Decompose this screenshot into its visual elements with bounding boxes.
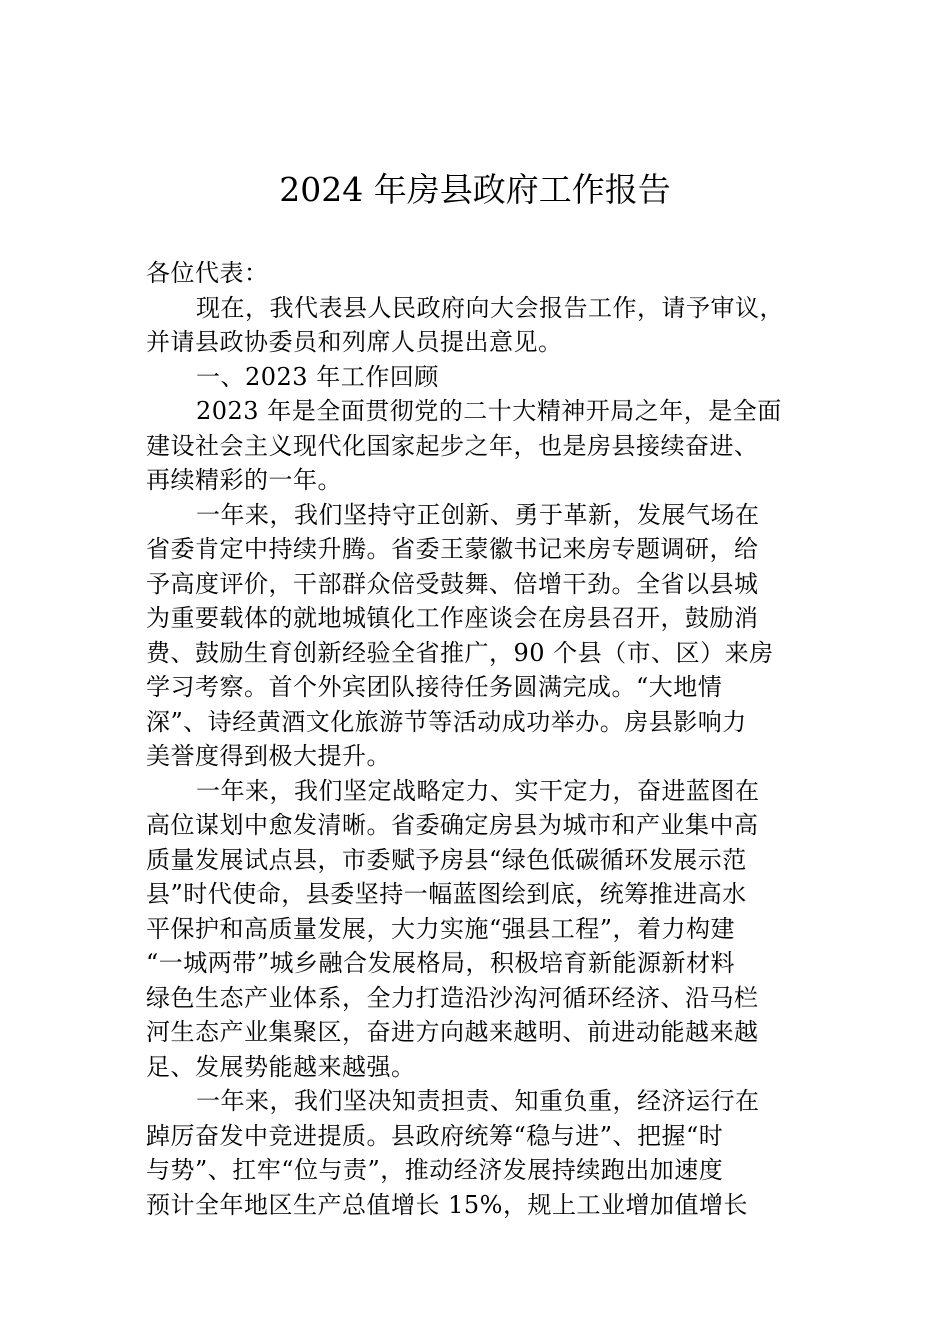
text-line: 予高度评价，干部群众倍受鼓舞、倍增干劲。全省以县城 (146, 569, 759, 598)
text-line: 省委肯定中持续升腾。省委王蒙徽书记来房专题调研，给 (146, 535, 759, 563)
text-line: 美誉度得到极大提升。 (146, 742, 391, 770)
text-line: 与势”、扛牢“位与责”，推动经济发展持续跑出加速度 (146, 1156, 724, 1184)
text-line: “一城两带”城乡融合发展格局，积极培育新能源新材料 (146, 949, 736, 977)
text-line: 预计全年地区生产总值增长 15%，规上工业增加值增长 (146, 1190, 748, 1219)
text-line: 河生态产业集聚区，奋进方向越来越明、前进动能越来越 (146, 1018, 759, 1046)
text-line: 足、发展势能越来越强。 (146, 1052, 416, 1081)
text-line: 深”、诗经黄酒文化旅游节等活动成功举办。房县影响力 (146, 707, 747, 736)
text-line: 建设社会主义现代化国家起步之年，也是房县接续奋进、 (146, 431, 759, 460)
text-line: 质量发展试点县，市委赋予房县“绿色低碳循环发展示范 (146, 845, 747, 874)
text-line: 学习考察。首个外宾团队接待任务圆满完成。“大地情 (146, 673, 723, 701)
text-line: 2023 年是全面贯彻党的二十大精神开局之年，是全面 (196, 397, 782, 425)
text-line: 再续精彩的一年。 (146, 466, 342, 494)
text-line: 费、鼓励生育创新经验全省推广，90 个县（市、区）来房 (146, 638, 774, 667)
text-line: 并请县政协委员和列席人员提出意见。 (146, 328, 563, 356)
text-line: 一年来，我们坚持守正创新、勇于革新，发展气场在 (196, 500, 760, 529)
text-line: 踔厉奋发中竞进提质。县政府统筹“稳与进”、把握“时 (146, 1121, 724, 1150)
text-line: 一年来，我们坚定战略定力、实干定力，奋进蓝图在 (196, 776, 760, 805)
text-line: 绿色生态产业体系，全力打造沿沙沟河循环经济、沿马栏 (146, 983, 759, 1012)
text-line: 为重要载体的就地城镇化工作座谈会在房县召开，鼓励消 (146, 604, 759, 632)
text-line: 一、2023 年工作回顾 (196, 362, 439, 391)
text-line: 一年来，我们坚决知责担责、知重负重，经济运行在 (196, 1087, 760, 1115)
document-body (146, 256, 810, 1222)
text-line: 高位谋划中愈发清晰。省委确定房县为城市和产业集中高 (146, 811, 759, 839)
document-title: 2024 年房县政府工作报告 (279, 170, 671, 209)
text-line: 平保护和高质量发展，大力实施“强县工程”，着力构建 (146, 914, 736, 943)
text-line: 现在，我代表县人民政府向大会报告工作，请予审议， (196, 293, 784, 322)
text-line: 各位代表： (146, 259, 269, 287)
text-line: 县”时代使命，县委坚持一幅蓝图绘到底，统筹推进高水 (146, 880, 747, 908)
